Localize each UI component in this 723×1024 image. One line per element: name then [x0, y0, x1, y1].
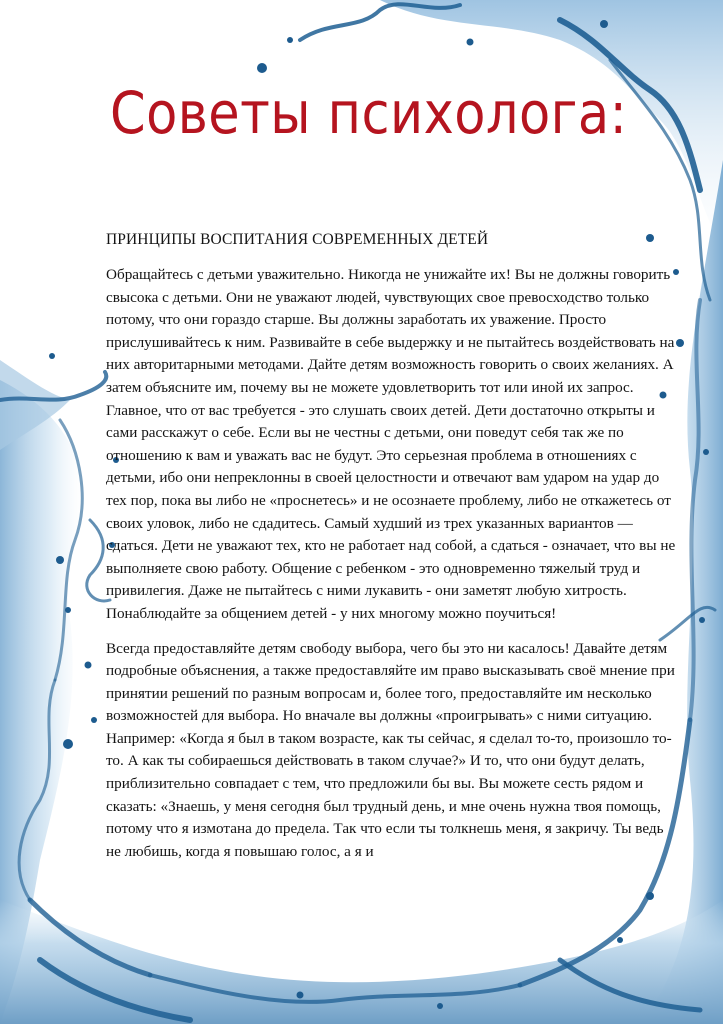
paragraph-1: Обращайтесь с детьми уважительно. Никогда не унижайте их! Вы не должны говорить свысока с детьми. Они не уважают людей, чувствующих свое превосходство только потому, что они гораздо старше. Вы должны заработать их уважение. Просто прислушивайтесь к ним. Развивайте в себе выдержку и не пытайтесь воздействовать на них авторитарными методами. Дайте детям возможность говорить о своих желаниях. А затем объясните им, почему вы не можете удовлетворить тот или иной их запрос. Главное, что от вас требуется - это слушать своих детей. Дети достаточно открыты и сами расскажут о себе. Если вы не честны с детьми, они поведут себя так же по отношению к вам и уважать вас не будут. Это серьезная проблема в отношениях с детьми, ибо они непреклонны в своей целостности и отвечают вам ударом на удар до тех пор, пока вы либо не «проснетесь» и не осознаете проблему, либо не откажетесь от своих уловок, либо не сдадитесь. Самый худший из трех указанных вариантов — сдаться. Дети не уважают тех, кто не работает над собой, а сдаться - означает, что вы не выполняете свою работу. Общение с ребенком - это одновременно тяжелый труд и привилегия. Даже не пытайтесь с ними лукавить - они заметят любую хитрость. Понаблюдайте за общением детей - у них многому можно поучиться! [106, 266, 676, 622]
paragraph-2: Всегда предоставляйте детям свободу выбора, чего бы это ни касалось! Давайте детям подробные объяснения, а также предоставляйте им право высказывать своё мнение при принятии решений по разным вопросам и, более того, предоставляйте им несколько возможностей для выбора. Но вначале вы должны «проигрывать» с ними ситуацию. Например: «Когда я был в таком возрасте, как ты сейчас, я сделал то-то, произошло то-то. А как ты собираешься действовать в таком случае?» И то, что они будут делать, приблизительно совпадает с тем, что предложили бы вы. Вы можете сесть рядом и сказать: «Знаешь, у меня сегодня был трудный день, и мне очень нужна твоя помощь, потому что я измотана до предела. Так что если ты толкнешь меня, я закричу. Ты ведь не любишь, когда я повышаю голос, а я и [106, 639, 675, 860]
section-heading: ПРИНЦИПЫ ВОСПИТАНИЯ СОВРЕМЕННЫХ ДЕТЕЙ [106, 231, 489, 248]
page-title: Советы психолога: [110, 79, 628, 147]
water-bottom [0, 900, 723, 1024]
article [106, 228, 678, 875]
